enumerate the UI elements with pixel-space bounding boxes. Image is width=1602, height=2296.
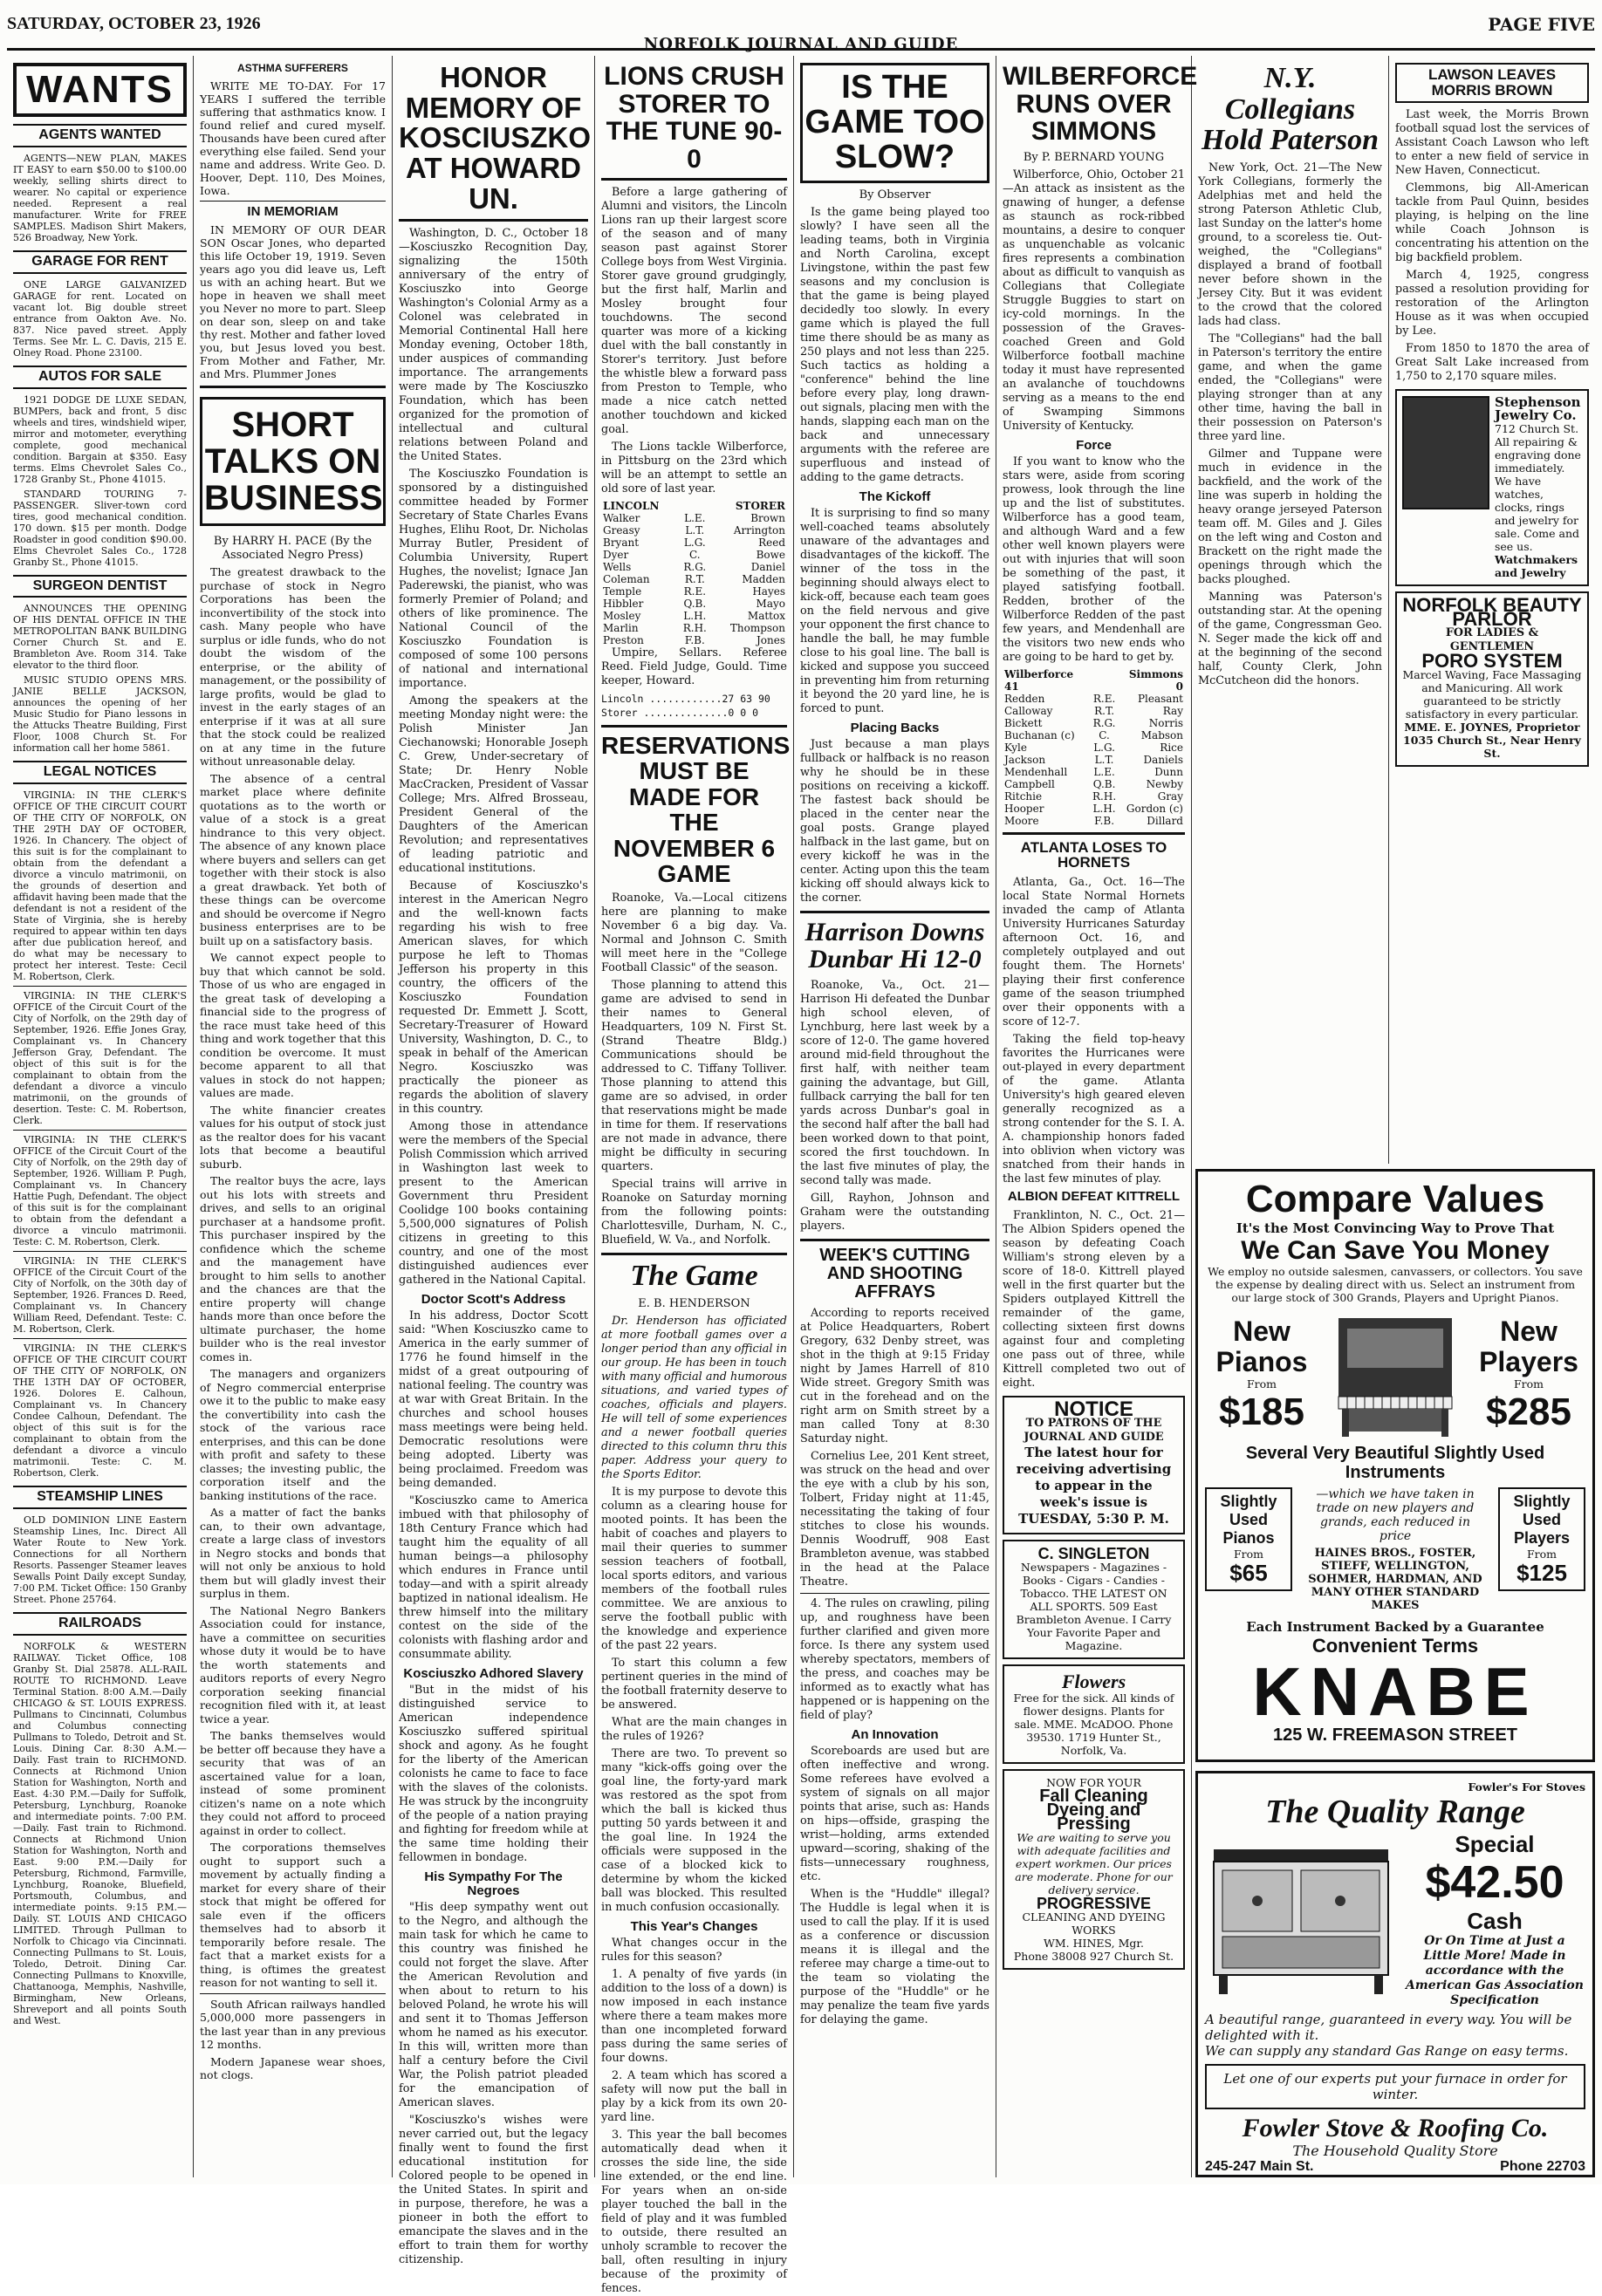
wilb-cell: Daniels xyxy=(1143,753,1183,766)
lions-cell: Coleman xyxy=(603,573,650,585)
lawson-p1: Last week, the Morris Brown football squad lost the services of Assistant Coach Lawson who left to enter a new field of service in New Haven, Connecticut. xyxy=(1395,107,1589,177)
dentist-text: ANNOUNCES THE OPENING OF HIS DENTAL OFFICE IN THE METROPOLITAN BANK BUILDING Corner Church St. and E. Brambleton Ave. Room 314. Take elevator to the third floor. xyxy=(13,603,187,672)
railroads-text: NORFOLK & WESTERN RAILWAY. Ticket Office, 108 Granby St. Dial 25878. ALL-RAIL ROUTE TO RICHMOND. Leave Terminal Station. 8:00 A.M.—Daily CHICAGO & ST. LOUIS EXPRESS. Pullmans to Cincinnati, Columbus and Columbus connecting Pullmans to Toledo, Detroit and St. Louis. Dining Car. 8:30 A.M.—Daily. Fast train to RICHMOND. Connects at Richmond Union Station for Washington, North and East. 4:30 P.M.—Daily for Suffolk, Petersburg, Lynchburg, Roanoke and intermediate points. 7:00 P.M.—Daily. Fast train to Richmond. Connects at Richmond Union Station for Washington, North and East. 9:00 P.M.—Daily for Petersburg, Richmond, Farmville, Lynchburg, Roanoke, Bluefield, Portsmouth, Columbus, and intermediate points. 9:15 P.M.—Daily. ST. LOUIS AND CHICAGO LIMITED. Through Pullman to Norfolk to Chicago via Cincinnati. Connecting Pullmans to St. Louis, Toledo, Detroit. Dining Car. Connecting Pullmans to Knoxville, Chattanooga, Memphis, Nashville, Birmingham, New Orleans, Shreveport and all points South and West. xyxy=(13,1640,187,2026)
lions-row xyxy=(601,536,787,549)
legal-notice-2: VIRGINIA: IN THE CLERK'S OFFICE of the Circuit Court of the City of Norfolk, on the 29th day of September, 1926. Effie Jones Gray, Complainant vs. In Chancery Jefferson Gray, Defendant. The object of this suit is for the complainant to obtain from the defendant a divorce a vinculo matrimonii, on the grounds of desertion. Teste: C. M. Robertson, Clerk. xyxy=(13,990,187,1127)
albion-headline: ALBION DEFEAT KITTRELL xyxy=(1007,1189,1181,1205)
asthma-heading: ASTHMA SUFFERERS xyxy=(237,62,348,74)
autos-heading: AUTOS FOR SALE xyxy=(13,366,187,389)
lawson-p4: From 1850 to 1870 the area of Great Salt Lake increased from 1,750 to 2,170 square miles. xyxy=(1395,341,1589,383)
game-p9: There are two. To prevent so many "kick-offs going over the goal line, the forty-yard mark was restored as the spot from which the ball is kicked thus putting 50 yards between it and the goal line. In 1924 the officials were supposed in the case of a blocked kick to determine by whom the kicked ball was blocked. This resulted in much confusion occasionally. xyxy=(601,1747,787,1915)
talks-p12: Modern Japanese wear shoes, not clogs. xyxy=(200,2054,386,2082)
used-pianos-box xyxy=(1205,1487,1292,1591)
shoot-p6: According to reports received at Police Headquarters, Robert Gregory, 632 Denby street, was shot in the thigh at 9:15 Friday night by James Harrell of 810 Wide street. Gregory Smith was cut in the forehead and on the right arm on Smith street by a man called Tony at 8:30 Saturday night. xyxy=(800,1306,989,1445)
wilb-cell: Gordon (c) xyxy=(1126,802,1183,815)
beauty-sub: FOR LADIES & GENTLEMEN xyxy=(1445,625,1539,653)
lions-row xyxy=(601,634,787,646)
reservations-headline: RESERVATIONS MUST BE MADE FOR THE NOVEMBER 6 GAME xyxy=(601,732,791,887)
lions-cell: R.T. xyxy=(684,573,705,585)
lions-cell: Mattox xyxy=(747,610,785,622)
harrison-p4: Roanoke, Va., Oct. 21—Harrison Hi defeated the Dunbar high school eleven, of Lynchburg, here last week by a score of 12-0. The game hovered around mid-field throughout the first half, with neither team gaining the advantage, but Gill, fullback carrying the ball for ten yards across Dunbar's goal in the second half after the ball had been worked down to that point, scored the first touchdown. In the last five minutes of play, the second tally was made. xyxy=(800,978,989,1187)
res-p5: Special trains will arrive in Roanoke on Saturday morning from the following points: Charlottesville, Durham, N. C., Bluefield, W. Va., and Norfolk. xyxy=(601,1178,787,1247)
wilb-sub1: Force xyxy=(1076,437,1112,453)
talks-p9: The banks themselves would be better off because they have a security that was of an ascertained value for a loan, instead of some prominent citizen's name on a note which they could not afford to proceed against in order to collect. xyxy=(200,1729,386,1837)
short-talks-byline: By HARRY H. PACE (By the Associated Negro Press) xyxy=(213,535,373,562)
wilb-row xyxy=(1003,754,1185,766)
lions-p1: Before a large gathering of Alumni and visitors, the Lincoln Lions ran up their largest score of the season and of many season past against Storer College boys from West Virginia. Storer gave ground grudgingly, but the first half, Marlin and Mosley brought four touchdowns. The second quarter was more of a kicking duel with the ball constantly in Storer's territory. Just before the whistle blew a forward pass from Preston to Temple, who made a nice catch netted another touchdown and kicked goal. xyxy=(601,186,787,436)
wilb-cell: Calloway xyxy=(1004,704,1053,717)
kosc-p6: In his address, Doctor Scott said: "When Kosciuszko came to America in the early summer of 1776 he found himself in the midst of a great outpouring of national feeling. The country was at war with Great Britain. In the churches and school houses mass meetings were being held. Democratic resolutions were being adopted. Liberty was being proclaimed. Freedom was being demanded. xyxy=(399,1309,588,1491)
wilb-cell: R.E. xyxy=(1092,692,1116,705)
lions-score-storer: Storer ..............0 0 0 xyxy=(601,707,759,719)
flowers-heading: Flowers xyxy=(1061,1670,1126,1692)
lions-cell: Marlin xyxy=(603,622,639,634)
coll-p2: The "Collegians" had the ball in Paterson's territory the entire game, and when the game ended, the "Collegians" were playing stronger than at any other time, having the ball in their possession on Paterson's three yard line. xyxy=(1198,332,1382,444)
wilb-cell: R.G. xyxy=(1092,716,1116,729)
beauty-parlor-ad xyxy=(1395,591,1589,767)
lions-cell: R.G. xyxy=(683,561,707,573)
column-lions xyxy=(595,56,794,2296)
slow-p2: It is surprising to find so many well-coached teams absolutely unaware of the advantages and disadvantages of the kickoff. The winner of the toss in the beginning should always elect to kick-off, because each team goes on the field nervous and give your opponent the first chance to handle the ball, he may fumble close to his goal line. The ball is kicked and suppose you succeed in preventing him from returning it beyond the 20 yard line, he is forced to punt. xyxy=(800,506,989,715)
lions-row xyxy=(601,549,787,561)
wilb-cell: Bickett xyxy=(1004,716,1043,729)
lions-cell: Thompson xyxy=(729,622,785,634)
range-special: Special xyxy=(1455,1830,1535,1857)
wilb-head-mid xyxy=(1091,668,1118,693)
column-collegians xyxy=(1192,56,1389,1164)
wilb-row xyxy=(1003,815,1185,827)
cleaning-ad xyxy=(1003,1769,1185,1970)
issue-date: SATURDAY, OCTOBER 23, 1926 xyxy=(7,14,261,33)
progressive-mgr: WM. HINES, Mgr. xyxy=(1044,1937,1144,1951)
lions-cell: L.H. xyxy=(683,610,707,622)
wilb-cell: Redden xyxy=(1004,692,1045,705)
atl-p3: Atlanta, Ga., Oct. 16—The local State Normal Hornets invaded the camp of Atlanta University Hurricanes Saturday afternoon Oct. 16, and completely outplayed and out fought them. The Hornets' playing their first conference game of the season triumphed over their opponents with a score of 12-7. xyxy=(1003,876,1185,1029)
wilb-cell: Hooper xyxy=(1004,802,1044,815)
kosc-p7: "Kosciuszko came to America imbued with that philosophy of 18th Century France which had taught him the equality of all human beings—a philosophy which endures in France until today—and with a spirit already baptized in national idealism. He threw himself into the military contest on the side of the colonists with flashing ardor and consummate ability. xyxy=(399,1494,588,1662)
wilb-lineup-header xyxy=(1003,668,1185,693)
slow-p8: 4. The rules on crawling, piling up, and roughness have been further clarified and given more force. Is there any system used whereby spectators, members of the press, and coaches may be informed as to exactly what has happened or is happening on the field of play? xyxy=(800,1596,989,1722)
talks-p10: The corporations themselves ought to support such a movement by actually finding a market for every share of their stock that might be offered for sale even if the officers themselves had to absorb it temporarily before resale. The fact that a market exists for a thing, is oftimes the greatest reason for not wanting to sell it. xyxy=(200,1841,386,1990)
slow-p10: When is the "Huddle" illegal? The Huddle is legal when it is used to call the play. If it is used as a conference or discussion means it is illegal and the referee may charge a time-out to the team so violating the purpose of the "Huddle" or he may penalize the team five yards for delaying the game. xyxy=(800,1887,989,2026)
slow-sub3: An Innovation xyxy=(851,1726,939,1742)
range-price: $42.50 xyxy=(1425,1857,1564,1909)
page-number: PAGE FIVE xyxy=(1488,14,1595,35)
the-game-editor-note: Dr. Henderson has officiated at more football games over a longer period than any official in our group. He has been in touch with many official and humorous situations, and varied types of coaches, officials and players. He will tell of some experiences and a newer football queries directed to this column thru this paper. Address your query to the Sports Editor. xyxy=(601,1315,787,1482)
legal-notice-1: VIRGINIA: IN THE CLERK'S OFFICE OF THE CIRCUIT COURT OF THE CITY OF NORFOLK, ON THE 29TH DAY OF OCTOBER, 1926. In Chancery. The object of this suit is for the complainant to obtain from the defendant a divorce a vinculo matrimonii, on the grounds of desertion and affidavit having been made that the defendant is not a resident of the State of Virginia, she is hereby required to appear within ten days after due publication hereof, and do what may be necessary to protect her interest. Teste: Cecil M. Robertson, Clerk. xyxy=(13,789,187,983)
lions-cell: R.H. xyxy=(682,622,707,634)
lions-officials: Umpire, Sellars. Referee Reed. Field Judge, Gould. Time keeper, Howard. xyxy=(601,646,787,687)
wilb-cell: Campbell xyxy=(1004,777,1055,790)
lineup-head-right: STORER xyxy=(735,500,785,512)
steamship-heading: STEAMSHIP LINES xyxy=(13,1486,187,1509)
jeweler-portrait xyxy=(1402,396,1489,509)
lions-cell: L.E. xyxy=(684,512,706,524)
fowler-top: Fowler's For Stoves xyxy=(1468,1780,1585,1794)
collegians-headline: N.Y. Collegians Hold Paterson xyxy=(1201,62,1380,157)
used-instruments-heading: Several Very Beautiful Slightly Used Instruments xyxy=(1245,1444,1545,1483)
wilb-row xyxy=(1003,803,1185,815)
singleton-name: C. SINGLETON xyxy=(1037,1544,1150,1562)
range-headline: The Quality Range xyxy=(1265,1794,1525,1830)
lions-cell: Hayes xyxy=(752,585,785,598)
lions-cell: R.E. xyxy=(683,585,707,598)
knabe-sub: We Can Save You Money xyxy=(1241,1236,1550,1266)
new-pianos-price: $185 xyxy=(1219,1391,1304,1434)
wilb-head-right: Simmons 0 xyxy=(1128,667,1183,693)
res-p4: Those planning to attend this game are advised to send in their names to General Headquarters, 109 N. First St. (Strand Theatre Bldg.) Communications should be addressed to C. Tiffany Tolliver. Those planning to attend this game are so advised, in order that reservations might be made in time for them. If reservations are not made in advance, there might be difficulty in securing quarters. xyxy=(601,979,787,1174)
cleaning-top: NOW FOR YOUR xyxy=(1046,1776,1141,1790)
lions-lineup-table xyxy=(601,500,787,646)
coll-p4: Manning was Paterson's outstanding star. At the opening of the game, Congressman Geo. N. Seger made the kick off and at the beginning of the second half, County Clerk, John McCutcheon did the honors. xyxy=(1198,591,1382,688)
talks-p11: South African railways handled 5,000,000 more passengers in the last year than in any previous 12 months. xyxy=(200,1997,386,2052)
notice-heading: NOTICE xyxy=(1054,1397,1133,1421)
range-text2: We can supply any standard Gas Range on easy terms. xyxy=(1205,2043,1569,2060)
talks-p7: As a matter of fact the banks can, to their own advantage, create a large class of investors in Negro stocks and bonds that will not only be anxious to hold them but will gladly invest their surplus in them. xyxy=(200,1506,386,1601)
lions-cell: L.T. xyxy=(685,524,705,536)
lions-cell: F.B. xyxy=(684,634,705,646)
wilb-cell: Kyle xyxy=(1004,741,1027,754)
game-p11: 1. A penalty of five yards (in addition to the loss of a down) is now imposed in each instance where there a team makes more than one incompleted forward pass during the same series of four downs. xyxy=(601,1968,787,2066)
game-p7: To start this column a few pertinent queries in the mind of the football fraternity deserve to be answered. xyxy=(601,1657,787,1712)
lineup-header xyxy=(601,500,787,512)
lions-cell: Walker xyxy=(603,512,640,524)
dentist-heading: SURGEON DENTIST xyxy=(13,575,187,598)
wilb-p1: Wilberforce, Ohio, October 21—An attack as insistent as the gnawing of hunger, a defense as staunch as rock-ribbed mountains, a desire to conquer as unquenchable as volcanic fires represents a combination about as difficult to vanquish as Collegians that Collegiate Struggle Buggies to start on icy-cold mornings. In the possession of the Graves-coached Green and Gold Wilberforce football machine today it must have represented an avalanche of touchdowns serving as a means to the end of Swamping Simmons University of Kentucky. xyxy=(1003,167,1185,433)
kosc-sub3: His Sympathy For The Negroes xyxy=(424,1869,563,1899)
wilb-lineup-table xyxy=(1003,668,1185,827)
wilb-cell: Moore xyxy=(1004,814,1039,827)
wilberforce-headline: WILBERFORCE RUNS OVER SIMMONS xyxy=(1003,62,1198,146)
gas-range-illustration xyxy=(1205,1832,1397,1998)
cleaning-text: We are waiting to serve you with adequate facilities and expert workmen. Our prices are moderate. Phone for our delivery service. xyxy=(1015,1831,1173,1897)
wilb-cell: Buchanan (c) xyxy=(1004,728,1075,741)
column-wants xyxy=(7,56,194,2177)
kosciuszko-headline: HONOR MEMORY OF KOSCIUSZKO AT HOWARD UN. xyxy=(399,63,588,222)
lions-row xyxy=(601,598,787,610)
res-p3: Roanoke, Va.—Local citizens here are planning to make November 6 a big day. Va. Normal and Johnson C. Smith will meet here in the "College Football Classic" of the season. xyxy=(601,892,787,975)
railroads-heading: RAILROADS xyxy=(13,1612,187,1636)
too-slow-headline: IS THE GAME TOO SLOW? xyxy=(800,63,989,183)
lions-cell: Wells xyxy=(603,561,632,573)
kosc-p8: "But in the midst of his distinguished service to American independence Kosciuszko suffered spiritual shock and agony. As he fought for the liberty of the American colonists he came to face to face with the slaves of the colonists. He was struck by the incongruity of the people of a nation praying and fighting for freedom while at the same time holding their fellowmen in bondage. xyxy=(399,1684,588,1865)
memoriam-heading: IN MEMORIAM xyxy=(247,203,339,219)
fowler-phone: Phone 22703 xyxy=(1500,2158,1585,2174)
coll-p3: Gilmer and Tuppane were much in evidence in the backfield, and the work of the line was superb in holding the heavy orange jerseyed Paterson team off. M. Giles and J. Giles on the left wing and Coston and Brackett on the right made the openings through which the backs ploughed. xyxy=(1198,448,1382,587)
wilb-row xyxy=(1003,705,1185,717)
jewelry-addr: 712 Church St. xyxy=(1495,421,1579,435)
legal-notice-4: VIRGINIA: IN THE CLERK'S OFFICE of the Circuit Court of the City of Norfolk, on the 30th day of September, 1926. Frances D. Reed, Complainant vs. In Chancery William Reed, Defendant. Teste: C. M. Robertson, Clerk. xyxy=(13,1255,187,1336)
lions-row xyxy=(601,610,787,622)
knabe-address: 125 W. FREEMASON STREET xyxy=(1272,1725,1518,1746)
new-pianos-label: New Pianos xyxy=(1215,1315,1308,1377)
wilb-cell: C. xyxy=(1099,728,1110,741)
wilb-row xyxy=(1003,778,1185,790)
makers-list: HAINES BROS., FOSTER, STIEFF, WELLINGTON, SOHMER, HARDMAN, AND MANY OTHER STANDARD MAKES xyxy=(1308,1547,1482,1613)
player-piano-illustration xyxy=(1330,1309,1461,1440)
lions-cell: Daniel xyxy=(750,561,785,573)
lions-headline: LIONS CRUSH STORER TO THE TUNE 90-0 xyxy=(601,63,787,181)
new-players-label: New Players xyxy=(1479,1315,1578,1377)
knabe-piano-ad xyxy=(1195,1169,1595,1762)
talks-p5: The realtor buys the acre, lays out his lots with streets and drives, and sells to an original purchaser at a handsome profit. This purchaser inspired by the confidence which the scheme and the management have brought to him sells to another and the chances are that the entire property will change hands more than once before the ultimate purchaser, the home builder who is the real investor comes in. xyxy=(200,1174,386,1363)
legal-notice-5: VIRGINIA: IN THE CLERK'S OFFICE OF THE CIRCUIT COURT OF THE CITY OF NORFOLK, ON THE 13TH DAY OF OCTOBER, 1926. Dolores E. Calhoun, Complainant vs. In Chancery Condee Calhoun, Defendant. The object of this suit is for the complainant to obtain from the defendant a divorce a vinculo matrimonii. Teste: C. M. Robertson, Clerk. xyxy=(13,1343,187,1479)
slow-sub2: Placing Backs xyxy=(850,720,940,735)
lions-cell: Brown xyxy=(750,512,785,524)
new-pianos-from: From xyxy=(1246,1377,1277,1391)
harrison-headline: Harrison Downs Dunbar Hi 12-0 xyxy=(804,917,985,974)
talks-p2: The absence of a central market place where definite quotations as to the worth or value of a stock is a great hindrance to this very object. The absence of any known place where buyers and sellers can get together with their stock is also a great drawback. Yet both of these things can be overcome and should be overcome if Negro business enterprises are to be built up on a satisfactory basis. xyxy=(200,771,386,947)
wilb-cell: L.H. xyxy=(1092,802,1116,815)
wilb-p2: If you want to know who the stars were, aside from scoring prowess, look through the line up and the list of substitutes. Wilberforce has a good team, and although Ward and a few other well known players were out with injuries that will soon be something of the past, it played satisfying football. Redden, brother of the Wilberforce Redden of the past few years, and Mendenhall are the visitors two new ends who are going to be hard to get by. xyxy=(1003,454,1185,664)
kosc-p10: "Kosciuszko's wishes were never carried out, but the legacy finally went to found the first educational institution for Colored people to be opened in the United States. In spirit and in purpose, therefore, he was a pioneer in both the effort to emancipate the slaves and in the effort to train them for worthy citizenship. xyxy=(399,2114,588,2267)
lions-cell: C. xyxy=(689,549,701,561)
column-too-slow xyxy=(794,56,996,2177)
used-players-from: From xyxy=(1526,1548,1558,1561)
guarantee-text: Each Instrument Backed by a Guarantee xyxy=(1246,1619,1544,1636)
wilb-cell: L.E. xyxy=(1093,765,1115,778)
lions-cell: Mayo xyxy=(756,598,785,610)
kosc-sub1: Doctor Scott's Address xyxy=(421,1292,566,1308)
lions-cell: Bowe xyxy=(756,549,785,561)
wilb-row xyxy=(1003,693,1185,705)
slow-p9: Scoreboards are used but are often ineffective and wrong. Some referees have evolved a system of signals on all major points that arise, such as: Hands on hips—offside, grasping the wrist—holding, arms extended upward—scoring, shaking of the fists—unnecessary roughness, etc. xyxy=(800,1744,989,1883)
lions-cell: Hibbler xyxy=(603,598,644,610)
shooting-headline: WEEK'S CUTTING AND SHOOTING AFFRAYS xyxy=(819,1245,970,1302)
used-pianos-from: From xyxy=(1233,1548,1264,1561)
knabe-small: We employ no outside salesmen, canvassers, or collectors. You save the expense by dealing direct with us. Select an instrument from our large stock of 300 Grands, Players and Upright Pianos. xyxy=(1208,1265,1583,1305)
lions-row xyxy=(601,573,787,585)
used-pianos-label: Slightly Used Pianos xyxy=(1220,1493,1277,1548)
wilb-cell: R.T. xyxy=(1094,704,1115,717)
lineup-head-left: LINCOLN xyxy=(603,500,660,512)
coll-p1: New York, Oct. 21—The New York Collegians, formerly the Adelphias met and held the strong Paterson Athletic Club, last Sunday on the latter's home ground, to a scoreless tie. Out-weighed, the "Collegians" displayed a brand of football never before shown in the Jersey City. But it was evident to the crowd that the colored lads had class. xyxy=(1198,161,1382,329)
wilb-cell: Rice xyxy=(1160,741,1183,754)
wilb-cell: Dillard xyxy=(1147,814,1183,827)
new-players-from: From xyxy=(1513,1377,1544,1391)
asthma-text: WRITE ME TO-DAY. For 17 YEARS I suffered the terrible suffering that asthmatics know. I found relief and cured myself. Thousands have been cured after everything else failed. Send your name and address. Write Geo. D. Hoover, Dept. 110, Des Moines, Iowa. xyxy=(200,79,386,197)
wilb-row xyxy=(1003,790,1185,803)
new-players-price: $285 xyxy=(1486,1391,1571,1434)
used-players-box xyxy=(1498,1487,1585,1591)
garage-heading: GARAGE FOR RENT xyxy=(13,250,187,274)
wilb-cell: Norris xyxy=(1148,716,1183,729)
game-p10: What changes occur in the rules for this season? xyxy=(601,1937,787,1965)
wilb-cell: Gray xyxy=(1157,789,1183,803)
talks-p6: The managers and organizers of Negro commercial enterprise owe it to the public to make easy the convertibility into cash the stock of the various race enterprises, and this can be done with profit and safety to these classes; the investing public, the corporation itself and the banking institutions of the race. xyxy=(200,1367,386,1502)
jewelry-text: All repairing & engraving done immediately. We have watches, clocks, rings and jewelry for sale. Come and see us. xyxy=(1495,434,1581,553)
kosc-sub2: Kosciuszko Adhored Slavery xyxy=(403,1666,584,1682)
used-players-price: $125 xyxy=(1516,1560,1567,1587)
flowers-ad xyxy=(1003,1664,1185,1764)
column-wilberforce xyxy=(996,56,1198,2177)
masthead xyxy=(7,5,1595,51)
lions-cell: L.G. xyxy=(683,536,706,549)
knabe-headline: Compare Values xyxy=(1245,1178,1545,1220)
range-experts: Let one of our experts put your furnace in order for winter. xyxy=(1205,2064,1585,2109)
column-kosciuszko xyxy=(393,56,595,2267)
progressive-phone: Phone 38008 927 Church St. xyxy=(1013,1950,1174,1964)
progressive-heading: PROGRESSIVE xyxy=(1036,1895,1152,1913)
jewelry-tag: Watchmakers and Jewelry xyxy=(1495,552,1578,579)
wilb-cell: Ritchie xyxy=(1004,789,1043,803)
lions-cell: Jones xyxy=(756,634,785,646)
singleton-ad xyxy=(1003,1540,1185,1659)
lions-cell: Q.B. xyxy=(683,598,707,610)
slow-p3: Just because a man plays fullback or halfback is no reason why he should be in these positions on receiving a kickoff. The fastest back should be placed in the center near the goal posts. Grange played halfback in the last game, but on every kickoff he was in the center. Acting upon this the team kicking off should always kick to the corner. xyxy=(800,737,989,905)
short-talks-heading: SHORT TALKS ON BUSINESS xyxy=(200,397,386,526)
the-game-headline: The Game xyxy=(630,1260,758,1293)
wilb-row xyxy=(1003,717,1185,729)
lions-cell: Temple xyxy=(603,585,642,598)
legal-notice-3: VIRGINIA: IN THE CLERK'S OFFICE of the Circuit Court of the City of Norfolk, on the 29th day of September, 1926. William P. Pugh, Complainant vs. In Chancery Hattie Pugh, Defendant. The object of this suit is for the complainant to obtain from the defendant a divorce a vinculo matrimonii. Teste: C. M. Robertson, Clerk. xyxy=(13,1134,187,1248)
wilb-cell: L.G. xyxy=(1093,741,1115,754)
beauty-text: Marcel Waving, Face Massaging and Manicuring. All work guaranteed to be strictly satisfactory in every particular. xyxy=(1402,667,1582,721)
lawson-p2: Clemmons, big All-American tackle from Paul Quinn, besides playing, is helping on the line while Coach Johnson is concentrating his attention on the big backfield problem. xyxy=(1395,181,1589,264)
lions-cell: Dyer xyxy=(603,549,629,561)
lions-row xyxy=(601,561,787,573)
wilb-cell: Dunn xyxy=(1154,765,1183,778)
lions-cell: Madden xyxy=(742,573,785,585)
game-p6: It is my purpose to devote this column as a clearing house for mooted points. It has been the habit of coaches and players to mail their queries to summer session teachers of football, local sports editors, and various members of the football rules committee. We are anxious to serve the football public with the knowledge and experience of the past 22 years. xyxy=(601,1486,787,1653)
beauty-poro: PORO SYSTEM xyxy=(1421,649,1563,672)
column-business xyxy=(194,56,393,2177)
standard-text: STANDARD TOURING 7-PASSENGER. Sliver-town cord tires, good mechanical condition. 170 down. $15 per month. Dodge Roadster in good condition $90.00. Elms Chevrolet Sales Co., 1728 Granby St., Phone 41015. xyxy=(13,488,187,568)
wilb-cell: Newby xyxy=(1146,777,1183,790)
range-text: A beautiful range, guaranteed in every way. You will be delighted with it. xyxy=(1205,2012,1572,2044)
garage-text: ONE LARGE GALVANIZED GARAGE for rent. Located on vacant lot. Big double street entrance from Oakton Ave. No. 837. Nice paved street. Apply Terms. See Mr. L. C. Davis, 215 E. Olney Road. Phone 23100. xyxy=(13,278,187,359)
slow-p1: Is the game being played too slowly? I have seen all the leading teams, both in Virginia and North Carolina, except Livingstone, within the past few seasons and my conclusion is that the game is being played decidedly too slowly. In every game which is played the full time there should be as many as 250 plays and not less than 225. Such tactics as holding a "conference" behind the line before every play, long drawn-out signals, placing men with the hands, slapping each man on the back and unnecessary arguments with the referee are superfluous and instead of adding to the game detracts. xyxy=(800,205,989,484)
lions-cell: Preston xyxy=(603,634,644,646)
fowler-range-ad xyxy=(1195,1771,1595,2177)
slow-sub1: The Kickoff xyxy=(859,489,931,504)
fowler-slogan: The Household Quality Store xyxy=(1292,2142,1498,2159)
singleton-text: Newspapers - Magazines - Books - Cigars - Candies - Tobacco. THE LATEST ON ALL SPORTS. 509 East Brambleton Avenue. I Carry Your Favorite Paper and Magazine. xyxy=(1016,1560,1172,1652)
atl-p4: Taking the field top-heavy favorites the Hurricanes were out-played in every department of the game. Atlanta University's high geared eleven generally recognized as a strong contender for the S. I. A. A. championship honors faded into oblivion when victory was snatched from their hands in the last few minutes of play. xyxy=(1003,1033,1185,1186)
wilb-cell: L.T. xyxy=(1094,753,1114,766)
too-slow-byline: By Observer xyxy=(859,188,931,202)
wilb-cell: Q.B. xyxy=(1092,777,1116,790)
lawson-headline: LAWSON LEAVES MORRIS BROWN xyxy=(1395,63,1589,103)
agents-heading: AGENTS WANTED xyxy=(13,124,187,147)
wilberforce-byline: By P. BERNARD YOUNG xyxy=(1023,150,1165,164)
talks-p3: We cannot expect people to buy that which cannot be sold. Those of us who are engaged in the great task of developing a financial side to the progress of the race must take heed of this thing and work together that this condition be overcome. It must become apparent to all that values in stock do not happen; values are made. xyxy=(200,951,386,1100)
game-p8: What are the main changes in the rules of 1926? xyxy=(601,1716,787,1744)
the-game-byline: E. B. HENDERSON xyxy=(638,1297,750,1311)
lions-score-lincoln: Lincoln ............27 63 90 xyxy=(601,693,770,705)
kosc-p2: The Kosciuszko Foundation is sponsored by a distinguished committee headed by Former Secretary of State Charles Evans Hughes, Elihu Root, Dr. Nicholas Murray Butler, President of Columbia University, Rupert Hughes, the novelist; Ignace Jan Paderewski, the pianist, who was formerly Premier of Poland; and others of like prominence. The National Council of the Kosciuszko Foundation is composed of some 100 persons of national and international importance. xyxy=(399,468,588,691)
harrison-p5: Gill, Rayhon, Johnson and Graham were the outstanding players. xyxy=(800,1191,989,1233)
kosc-p4: Because of Kosciuszko's interest in the American Negro and the well-known facts regarding his wish to free American slaves, for which purpose he left to Thomas Jefferson his property in this country, the officers of the Kosciuszko Foundation requested Dr. Emmett J. Scott, Secretary-Treasurer of Howard University, Washington, D. C., to speak in behalf of the American Negro. Kosciuszko was practically the pioneer as regards the abolition of slavery in this country. xyxy=(399,879,588,1117)
lions-p2: The Lions tackle Wilberforce, in Pittsburg on the 23rd which will be an attempt to settle an old sore of last year. xyxy=(601,441,787,495)
wilb-cell: R.H. xyxy=(1092,789,1117,803)
beauty-heading: NORFOLK BEAUTY PARLOR xyxy=(1402,593,1582,630)
range-terms: Or On Time at Just a Little More! Made in accordance with the American Gas Association Specification xyxy=(1406,1934,1584,2008)
wilb-cell: Ray xyxy=(1162,704,1183,717)
notice-sub: TO PATRONS OF THE JOURNAL AND GUIDE xyxy=(1024,1416,1164,1444)
memoriam-text: IN MEMORY OF OUR DEAR SON Oscar Jones, who departed this life October 19, 1919. Seven years ago you did leave us, Left us with an aching heart. But we hope in heaven we shall meet you Never no more to part. Sleep on dear son, sleep on and take thy rest. Mother and father loved you, but Jesus loved you best. From Mother and Father, Mr. and Mrs. Plummer Jones xyxy=(200,223,386,381)
wants-title: WANTS xyxy=(13,63,187,117)
game-sub1: This Year's Changes xyxy=(630,1919,758,1935)
jewelry-ad xyxy=(1395,389,1589,586)
column-lawson xyxy=(1389,56,1595,1164)
talks-p1: The greatest drawback to the purchase of stock in Negro Corporations has been the inconvertibility of the stock into cash. Many people who have surplus or idle funds, who do not doubt the wisdom of the enterprise, or the ability of management, or the possibility of large profits, would be glad to invest in the early stages of an enterprise if it was at all sure that the stock could be realized on at any time in the future without unreasonable delay. xyxy=(200,565,386,769)
used-pianos-price: $65 xyxy=(1229,1560,1268,1587)
shoot-p7: Cornelius Lee, 201 Kent street, was struck on the head and over the eye with a club by his son, Tolbert, Friday night at 11:45, necessitating the taking of four stitches to close his wounds. Dennis Woodruff, 908 East Brambleton avenue, was stabbed in the head at the Palace Theatre. xyxy=(800,1449,989,1589)
lions-cell: Arrington xyxy=(733,524,785,536)
steamship-text: OLD DOMINION LINE Eastern Steamship Lines, Inc. Direct All Water Route to New York. Connections for all Northern Resorts. Passenger Steamer leaves Sewalls Point Daily except Sunday, 7:00 P.M. Ticket Office: 150 Granby Street. Phone 25764. xyxy=(13,1514,187,1605)
kosc-p9: "His deep sympathy went out to the Negro, and although the main task for which he came to this country was finished he could not forget the slave. After the American Revolution and when about to return to his beloved Poland, he wrote his will and sent it to Thomas Jefferson whom he named as his executor. In this will, written more than half a century before the Civil War, the Polish patriot pleaded for the emancipation of American slaves. xyxy=(399,1901,588,2110)
knabe-brand: KNABE xyxy=(1252,1653,1538,1731)
lions-row xyxy=(601,585,787,598)
talks-p8: The National Negro Bankers Association could for instance, have a committee on securities whose duty it would be to have the worth statements and auditors reports of every Negro corporation seeking financial recognition filed with it, at least twice a year. xyxy=(200,1603,386,1725)
kosc-p5: Among those in attendance were the members of the Special Polish Commission which arrived in Washington last week to present to the American Government thru President Coolidge 100 books containing 5,500,000 signatures of Polish citizens in greeting to this country, and one of the most distinguished audiences ever gathered in the National Capital. xyxy=(399,1120,588,1288)
cleaning-heading: Fall Cleaning Dyeing and Pressing xyxy=(1039,1787,1148,1835)
lions-cell: Bryant xyxy=(603,536,640,549)
autos-text: 1921 DODGE DE LUXE SEDAN, BUMPers, back and front, 5 disc wheels and tires, windshield wiper, mirror and motometer, everything complete, good mechanical condition. Bargain at $350. Easy terms. Elms Chevrolet Sales Co., 1728 Granby St., Phone 41015. xyxy=(13,393,187,485)
atlanta-headline: ATLANTA LOSES TO HORNETS xyxy=(1020,838,1167,871)
wilb-cell: Mendenhall xyxy=(1004,765,1068,778)
kosc-p3: Among the speakers at the meeting Monday night were: the Polish Minister Jan Ciechanowski; Honorable Joseph C. Grew, Under-secretary of State; Dr. Henry Noble MacCracken, President of Vassar College; Mrs. Alfred Brosseau, President General of the Daughters of the American Revolution; and representatives of leading patriotic and educational institutions. xyxy=(399,694,588,876)
talks-p4: The white financier creates values for his output of stock just as the realtor does for his vacant lots that become a beautiful suburb. xyxy=(200,1103,386,1171)
wilb-cell: Pleasant xyxy=(1137,692,1183,705)
fowler-brand: Fowler Stove & Roofing Co. xyxy=(1242,2114,1549,2143)
beauty-addr: 1035 Church St., Near Henry St. xyxy=(1403,733,1581,760)
flowers-text: Free for the sick. All kinds of flower designs. Plants for sale. MME. McADOO. Phone 39530. 1719 Hunter St., Norfolk, Va. xyxy=(1013,1691,1174,1758)
wilb-row xyxy=(1003,729,1185,741)
lions-row xyxy=(601,622,787,634)
legal-heading: LEGAL NOTICES xyxy=(13,761,187,784)
range-cash: Cash xyxy=(1467,1908,1523,1935)
paper-name: NORFOLK JOURNAL AND GUIDE xyxy=(643,35,959,53)
music-text: MUSIC STUDIO OPENS MRS. JANIE BELLE JACKSON, announces the opening of her Music Studio for Piano lessons in the Attucks Theatre Building, First Floor, 1008 Church St. For information call her home 5861. xyxy=(13,674,187,755)
beauty-owner: MME. E. JOYNES, Proprietor xyxy=(1404,720,1580,734)
lineup-head-mid xyxy=(677,500,712,512)
wilb-cell: F.B. xyxy=(1094,814,1115,827)
progressive-sub: CLEANING AND DYEING WORKS xyxy=(1022,1910,1166,1937)
lions-row xyxy=(601,524,787,536)
albion-p5: Franklinton, N. C., Oct. 21—The Albion Spiders opened the season by defeating Coach William's strong eleven by a score of 18-0. Kittrell played well in the first quarter but the Spiders outplayed Kittrell the remainder of the game, collecting sixteen first downs against four and completing one pass out of three, while Kittrell completed two out of eight. xyxy=(1003,1208,1185,1390)
notice-box xyxy=(1003,1396,1185,1534)
jewelry-name: Stephenson Jewelry Co. xyxy=(1495,393,1581,423)
wilb-cell: Mabson xyxy=(1140,728,1183,741)
lawson-p3: March 4, 1925, congress passed a resolution providing for restoration of the Arlington House as it was when occupied by Lee. xyxy=(1395,268,1589,338)
kosc-p1: Washington, D. C., October 18—Kosciuszko Recognition Day, signalizing the 150th anniversary of the entry of Kosciuszko into George Washington's Colonial Army as a Colonel was celebrated in Memorial Continental Hall here Monday evening, October 18th, under auspices of commanding importance. The arrangements were made by The Kosciuszko Foundation, which has been organized for the promotion of intellectual and cultural relations between Poland and the United States. xyxy=(399,227,588,464)
used-text: —which we have taken in trade on new players and grands, each reduced in price xyxy=(1316,1487,1475,1544)
wilb-cell: Jackson xyxy=(1004,753,1046,766)
lions-cell: Greasy xyxy=(603,524,640,536)
wilb-row xyxy=(1003,741,1185,754)
game-p13: 3. This year the ball becomes automatically dead when it crosses the side line, the side line extended, or the end line. For years when an on-side player touched the ball in the field of play and it was fumbled to outside, there resulted an unholy scramble to recover the ball, often resulting in injury because of the proximity of fences. xyxy=(601,2129,787,2296)
lions-row xyxy=(601,512,787,524)
terms-text: Convenient Terms xyxy=(1311,1635,1479,1657)
knabe-tagline: It's the Most Convincing Way to Prove That xyxy=(1236,1220,1555,1237)
lions-cell: Reed xyxy=(758,536,785,549)
used-players-label: Slightly Used Players xyxy=(1513,1493,1571,1548)
lions-cell: Mosley xyxy=(603,610,641,622)
agents-text: AGENTS—NEW PLAN, MAKES IT EASY to earn $50.00 to $100.00 weekly, selling shirts direct to wearer. No capital or experience needed. Represent a real manufacturer. Write for FREE SAMPLES. Madison Shirt Makers, 526 Broadway, New York. xyxy=(13,152,187,243)
game-p12: 2. A team which has scored a safety will now put the ball in play by a kick from its own 20-yard line. xyxy=(601,2069,787,2125)
notice-body: The latest hour for receiving advertising to appear in the week's issue is TUESDAY, 5:30 P. M. xyxy=(1016,1444,1172,1527)
wilb-head-left: Wilberforce 41 xyxy=(1004,667,1074,693)
wilb-row xyxy=(1003,766,1185,778)
fowler-address: 245-247 Main St. xyxy=(1205,2158,1314,2174)
